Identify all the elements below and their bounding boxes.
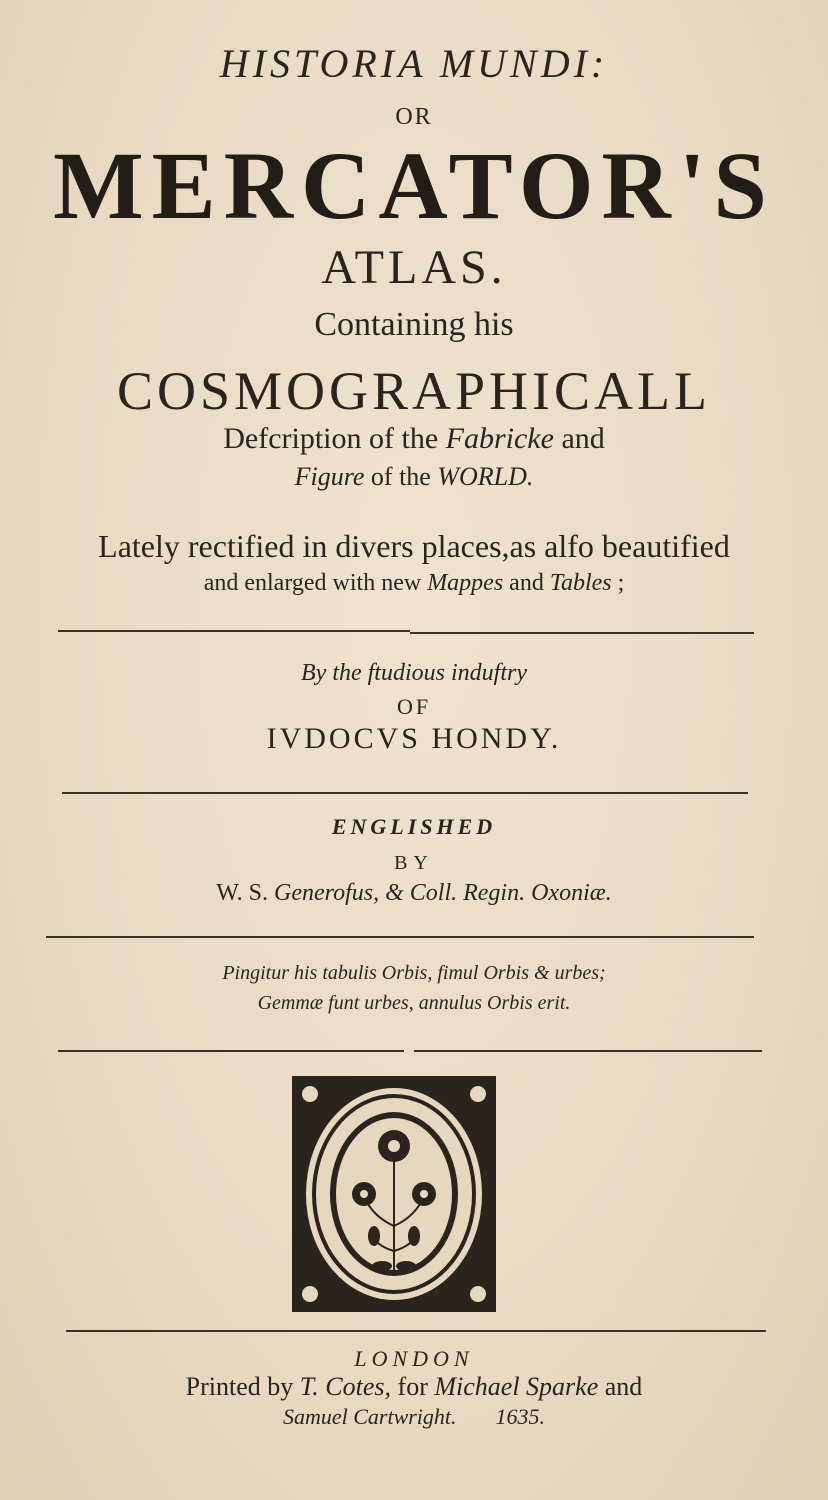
enlarged-semicolon: ; (611, 570, 625, 596)
containing-line: Containing his (314, 306, 514, 343)
printed-for-text: for (391, 1372, 435, 1401)
divider-rule-1b (410, 632, 754, 634)
divider-rule-5 (66, 1330, 766, 1332)
description-of-the: of the (364, 462, 438, 491)
motto-line-1: Pingitur his tabulis Orbis, fimul Orbis & urbes; (222, 962, 606, 984)
imprint-city: LONDON (354, 1346, 474, 1371)
latin-title: HISTORIA MUNDI: (219, 41, 609, 86)
enlarged-line (0, 570, 828, 597)
divider-rule-1 (58, 630, 410, 632)
divider-rule-4a (58, 1050, 404, 1052)
translator-initials: W. S. (216, 880, 275, 906)
main-title: MERCATOR'S (53, 132, 775, 239)
printed-and-text: and (598, 1372, 643, 1401)
enlarged-tables: Tables (549, 570, 612, 596)
divider-rule-3 (46, 936, 754, 938)
cosmographicall-heading: COSMOGRAPHICALL (116, 361, 712, 421)
imprint-printed-by (0, 1372, 828, 1402)
description-and: and (553, 422, 605, 455)
description-line-1 (0, 422, 828, 456)
enlarged-and: and (503, 570, 550, 596)
description-world: WORLD. (437, 462, 534, 491)
divider-rule-2 (62, 792, 748, 794)
floral-oval-emblem-icon (292, 1076, 496, 1312)
description-text: Defcription of the (223, 422, 446, 455)
by-studious-industry: By the ftudious induftry (301, 660, 527, 686)
of-connector: OF (396, 694, 432, 719)
imprint-cartwright-line (0, 1404, 828, 1430)
or-connector: OR (395, 104, 433, 130)
description-line-2 (0, 462, 828, 492)
description-figure: Figure (294, 462, 365, 491)
printed-by-text: Printed by (185, 1372, 300, 1401)
imprint-year: 1635. (495, 1404, 546, 1429)
enlarged-mappes: Mappes (427, 570, 504, 596)
translator-college: Generofus, & Coll. Regin. Oxoniæ. (274, 880, 612, 906)
by-connector: BY (394, 852, 434, 874)
atlas-heading: ATLAS. (321, 241, 507, 294)
lately-rectified-line: Lately rectified in divers places,as alfo beautified (98, 528, 730, 564)
description-fabricke: Fabricke (445, 422, 554, 455)
enlarged-text: and enlarged with new (203, 570, 428, 596)
publisher-cartwright: Samuel Cartwright. (282, 1404, 457, 1429)
printer-name: T. Cotes, (299, 1372, 392, 1401)
englished-heading: ENGLISHED (331, 814, 497, 839)
translator-line (0, 880, 828, 907)
author-name: IVDOCVS HONDY. (266, 722, 562, 755)
divider-rule-4b (414, 1050, 762, 1052)
motto-line-2: Gemmæ funt urbes, annulus Orbis erit. (257, 992, 571, 1014)
publisher-sparke: Michael Sparke (434, 1372, 599, 1401)
